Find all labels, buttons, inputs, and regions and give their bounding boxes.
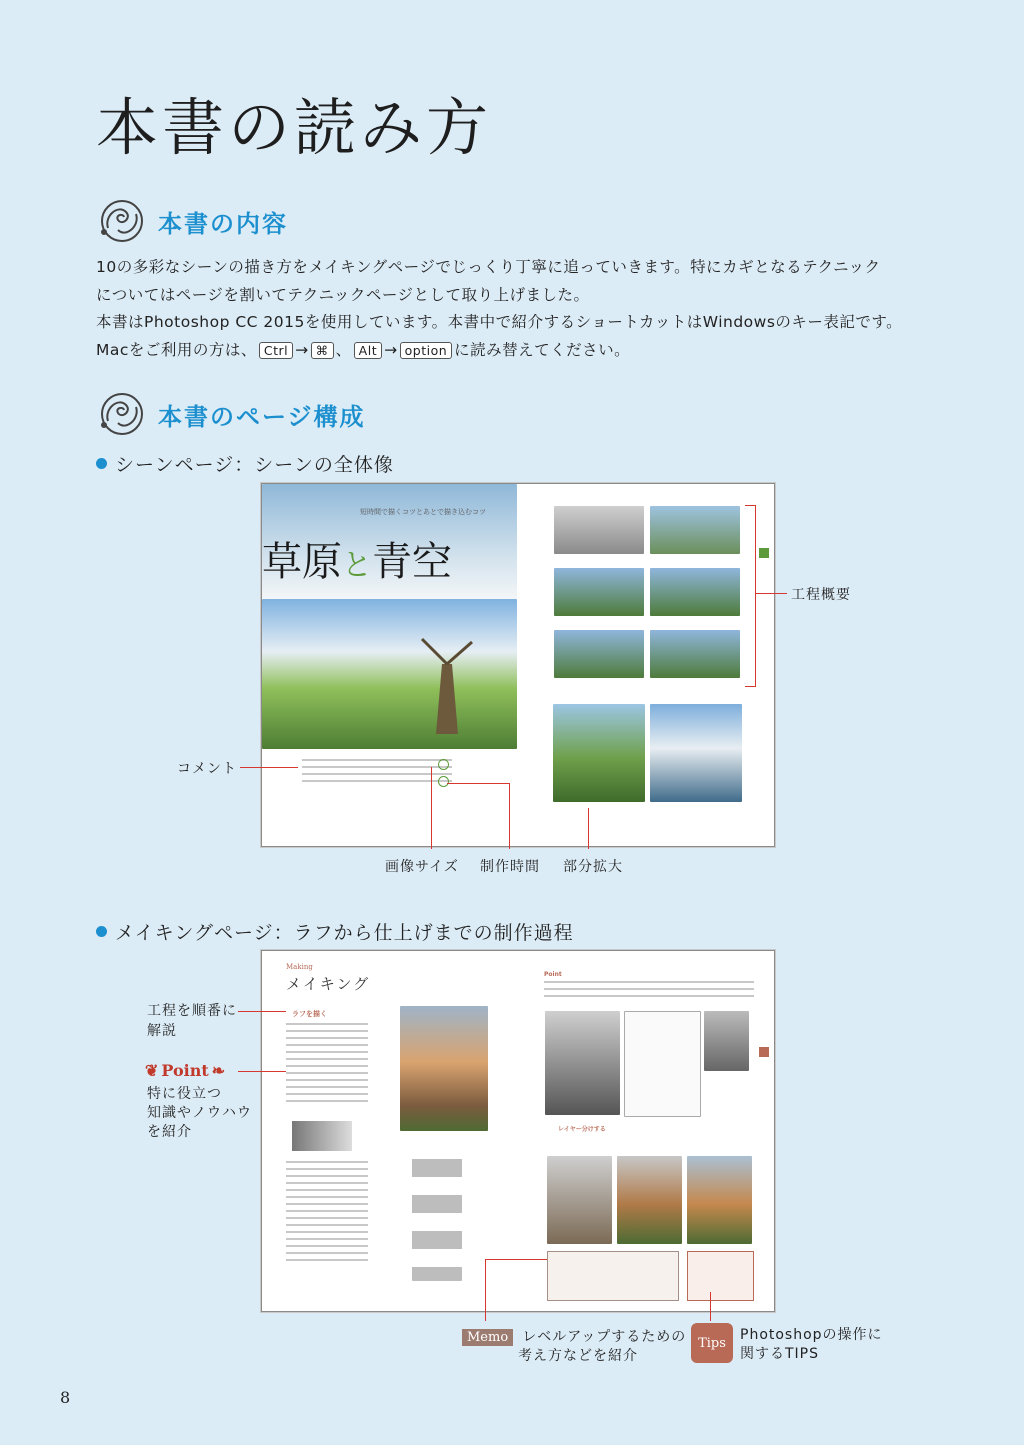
key-alt: Alt (354, 342, 382, 359)
layer-thumb (687, 1156, 752, 1244)
point-text (544, 981, 754, 1002)
callout-production-time: 制作時間 (480, 859, 540, 875)
chapter-tab (759, 548, 769, 558)
bullet-dot-icon (96, 458, 107, 469)
castle-illustration (400, 1006, 488, 1131)
scene-page-label (96, 450, 394, 477)
callout-process-overview: 工程概要 (791, 587, 851, 603)
process-thumb (650, 506, 740, 554)
chapter-tab (759, 1047, 769, 1057)
callout-line (485, 1259, 547, 1260)
callout-line (240, 767, 298, 768)
gray-sketch (545, 1011, 620, 1115)
spread-subtitle: 短時間で描くコツとあとで描き込むコツ (360, 508, 486, 516)
key-cmd: ⌘ (311, 342, 334, 359)
memo-badge: Memo (462, 1329, 513, 1346)
gray-sketch (704, 1011, 749, 1071)
intro-line-mac (96, 337, 902, 365)
rough-sketches (412, 1141, 462, 1281)
callout-line (485, 1259, 486, 1321)
callout-line (238, 1071, 286, 1072)
layer-thumb (547, 1156, 612, 1244)
intro-paragraph (96, 254, 902, 364)
tips-badge: Tips (691, 1323, 733, 1363)
lineart-sketch (624, 1011, 701, 1117)
tips-box (687, 1251, 754, 1301)
bullet-dot-icon (96, 926, 107, 937)
spread-kicker: Making (286, 963, 313, 971)
process-thumb (554, 568, 644, 616)
section-heading-structure (96, 391, 366, 437)
intro-line: 本書はPhotoshop CC 2015を使用しています。本書中で紹介するショートカットはWindowsのキー表記です。 (96, 313, 903, 331)
process-thumb (554, 630, 644, 678)
callout-point: 特に役立つ 知識やノウハウ を紹介 (147, 1086, 252, 1140)
tips-callout: Photoshopの操作に 関するTIPS (740, 1327, 883, 1362)
clock-icon (438, 776, 449, 787)
callout-line (509, 783, 510, 849)
ornament-icon (96, 198, 148, 244)
memo-callout: Memo レベルアップするための (462, 1326, 686, 1346)
windmill-icon (412, 634, 482, 744)
memo-box (547, 1251, 679, 1301)
section-heading-contents (96, 198, 288, 244)
spread-making-title: メイキング (286, 975, 371, 993)
zoom-thumb (650, 704, 742, 802)
scroll-left-icon: ❦ (145, 1061, 159, 1080)
arrow-icon: → (384, 340, 398, 359)
process-thumb (554, 506, 644, 554)
separator: 、 (335, 340, 352, 359)
callout-line (447, 783, 509, 784)
scroll-right-icon: ❧ (211, 1061, 226, 1080)
page-number: 8 (60, 1388, 71, 1407)
memo-callout-line2: 考え方などを紹介 (518, 1348, 638, 1364)
size-icon (438, 759, 449, 770)
ornament-icon (96, 391, 148, 437)
arrow-icon: → (295, 340, 309, 359)
scene-page-label-text: シーンページ：シーンの全体像 (115, 454, 394, 476)
step-text (286, 1161, 368, 1266)
callout-bracket (745, 505, 756, 687)
callout-line (238, 1011, 286, 1012)
key-ctrl: Ctrl (259, 342, 293, 359)
process-thumb (650, 630, 740, 678)
point-badge: ❦ Point ❧ (145, 1061, 226, 1080)
process-thumb (650, 568, 740, 616)
layer-thumb (617, 1156, 682, 1244)
callout-line (710, 1292, 711, 1321)
making-page-label-text: メイキングページ：ラフから仕上げまでの制作過程 (115, 922, 574, 944)
making-page-label (96, 918, 574, 945)
callout-line (431, 767, 432, 849)
spread-title: 草原と青空 (262, 539, 452, 585)
spread-step-layer: レイヤー分けする (558, 1126, 606, 1133)
callout-image-size: 画像サイズ (385, 859, 459, 875)
comment-text (302, 759, 452, 787)
point-label: Point (544, 971, 562, 978)
scene-spread-image (261, 483, 775, 847)
callout-line (755, 593, 787, 594)
key-option: option (400, 342, 453, 359)
spread-step: ラフを描く (292, 1010, 327, 1018)
callout-partial-zoom: 部分拡大 (563, 859, 623, 875)
intro-line: についてはページを割いてテクニックページとして取り上げました。 (96, 285, 590, 304)
callout-line (588, 808, 589, 849)
mac-suffix: に読み替えてください。 (454, 340, 631, 359)
zoom-thumb (553, 704, 645, 802)
step-text (286, 1023, 368, 1107)
page-title: 本書の読み方 (96, 91, 493, 164)
mac-prefix: Macをご利用の方は、 (96, 340, 257, 359)
callout-comment: コメント (177, 761, 237, 777)
section-title: 本書の内容 (158, 209, 288, 238)
section-title: 本書のページ構成 (158, 402, 366, 431)
callout-steps: 工程を順番に 解説 (147, 1003, 237, 1039)
cube-sketch (292, 1121, 352, 1151)
making-spread-image (261, 950, 775, 1312)
intro-line: 10の多彩なシーンの描き方をメイキングページでじっくり丁寧に追っていきます。特にカギとなるテクニック (96, 258, 881, 276)
